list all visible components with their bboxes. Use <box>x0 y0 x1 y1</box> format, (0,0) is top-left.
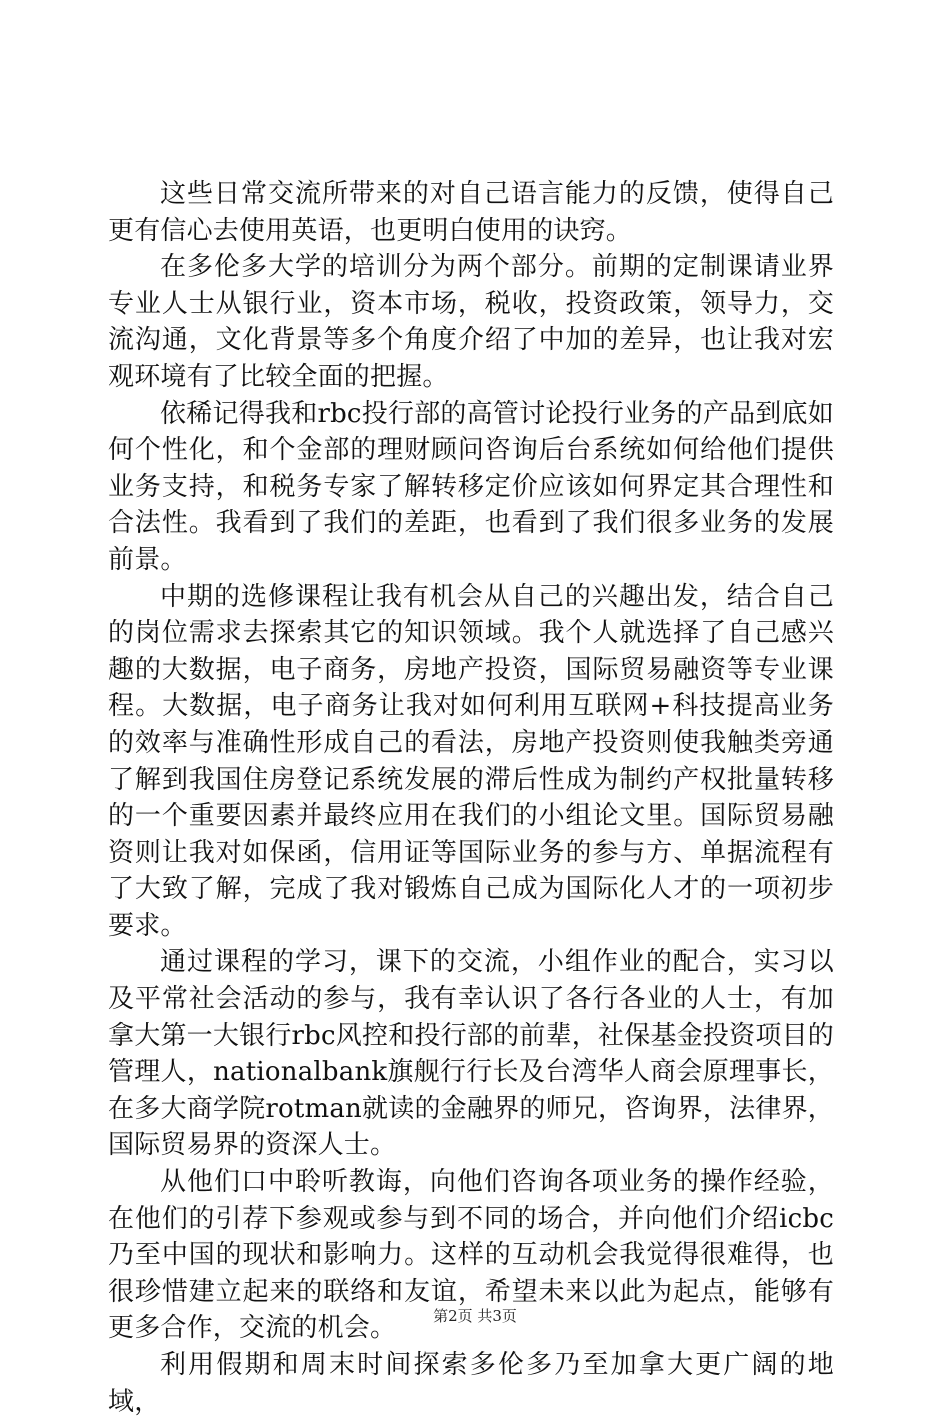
paragraph: 中期的选修课程让我有机会从自己的兴趣出发，结合自己的岗位需求去探索其它的知识领域。我个人就选择了自己感兴趣的大数据，电子商务，房地产投资，国际贸易融资等专业课程。大数据，电子商务让我对如何利用互联网+科技提高业务的效率与准确性形成自己的看法，房地产投资则使我触类旁通了解到我国住房登记系统发展的滞后性成为制约产权批量转移的一个重要因素并最终应用在我们的小组论文里。国际贸易融资则让我对如保函，信用证等国际业务的参与方、单据流程有了大致了解，完成了我对锻炼自己成为国际化人才的一项初步要求。 <box>108 581 834 941</box>
paragraph: 利用假期和周末时间探索多伦多乃至加拿大更广阔的地域， <box>108 1350 834 1417</box>
paragraph: 从他们口中聆听教诲，向他们咨询各项业务的操作经验，在他们的引荐下参观或参与到不同的场合，并向他们介绍icbc乃至中国的现状和影响力。这样的互动机会我觉得很难得，也很珍惜建立起来的联络和友谊，希望未来以此为起点，能够有更多合作，交流的机会。 <box>108 1167 834 1344</box>
page-number-footer: 第2页 共3页 <box>433 1307 517 1325</box>
paragraph: 依稀记得我和rbc投行部的高管讨论投行业务的产品到底如何个性化，和个金部的理财顾问咨询后台系统如何给他们提供业务支持，和税务专家了解转移定价应该如何界定其合理性和合法性。我看到了我们的差距，也看到了我们很多业务的发展前景。 <box>108 398 834 575</box>
document-body <box>108 176 834 1420</box>
paragraph: 通过课程的学习，课下的交流，小组作业的配合，实习以及平常社会活动的参与，我有幸认识了各行各业的人士，有加拿大第一大银行rbc风控和投行部的前辈，社保基金投资项目的管理人，nationalbank旗舰行行长及台湾华人商会原理事长，在多大商学院rotman就读的金融界的师兄，咨询界，法律界，国际贸易界的资深人士。 <box>108 947 834 1161</box>
paragraph: 在多伦多大学的培训分为两个部分。前期的定制课请业界专业人士从银行业，资本市场，税收，投资政策，领导力，交流沟通，文化背景等多个角度介绍了中加的差异，也让我对宏观环境有了比较全面的把握。 <box>108 252 834 392</box>
paragraph: 这些日常交流所带来的对自己语言能力的反馈，使得自己更有信心去使用英语，也更明白使用的诀窍。 <box>108 179 834 246</box>
